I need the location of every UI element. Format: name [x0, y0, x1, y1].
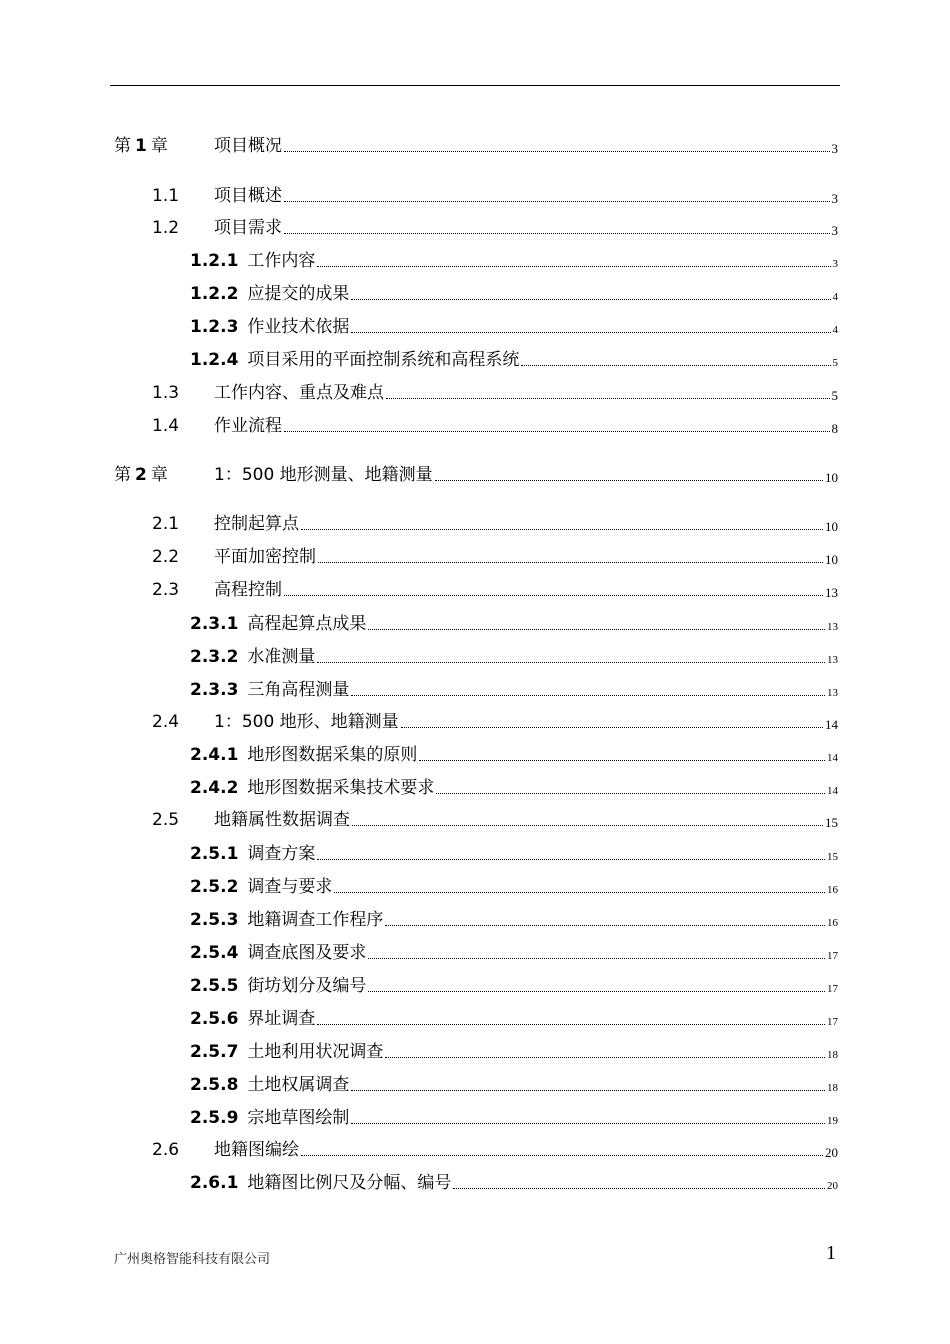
- toc-entry-page: 3: [831, 141, 838, 156]
- toc-entry[interactable]: [152, 707, 838, 733]
- toc-entry-number: 2.5.5: [190, 976, 239, 996]
- toc-entry-page: 8: [831, 421, 838, 436]
- toc-entry-title: 应提交的成果: [247, 284, 350, 304]
- toc-entry-title: 项目概况: [214, 136, 282, 156]
- toc-entry-title: 地籍调查工作程序: [247, 910, 384, 930]
- toc-entry[interactable]: [190, 279, 838, 305]
- toc-entry[interactable]: [152, 575, 838, 601]
- toc-entry-title: 作业技术依据: [247, 317, 350, 337]
- toc-entry-page: 17: [827, 983, 838, 995]
- toc-entry-page: 3: [832, 258, 838, 270]
- toc-entry-title: 街坊划分及编号: [247, 976, 367, 996]
- toc-leader-dots: [368, 958, 825, 959]
- toc-leader-dots: [385, 925, 825, 926]
- toc-entry-number: 2.5.7: [190, 1042, 239, 1062]
- toc-entry[interactable]: [152, 509, 838, 535]
- toc-entry-title: 水准测量: [247, 647, 316, 667]
- toc-entry-title: 地籍图比例尺及分幅、编号: [247, 1173, 452, 1193]
- toc-entry[interactable]: [152, 213, 838, 239]
- toc-entry-title: 调查与要求: [247, 877, 333, 897]
- toc-entry-number: 1.1: [152, 186, 180, 206]
- toc-entry-title: 高程起算点成果: [247, 614, 367, 634]
- toc-leader-dots: [301, 529, 823, 530]
- toc-leader-dots: [436, 793, 825, 794]
- toc-entry-number: 2.5.8: [190, 1075, 239, 1095]
- toc-entry-page: 17: [827, 950, 838, 962]
- toc-entry-title: 项目需求: [214, 218, 282, 238]
- toc-entry-title: 调查底图及要求: [247, 943, 367, 963]
- toc-entry-page: 4: [832, 291, 838, 303]
- toc-leader-dots: [317, 266, 830, 267]
- toc-leader-dots: [351, 1123, 825, 1124]
- toc-entry-title: 1：500 地形测量、地籍测量: [214, 465, 433, 485]
- toc-entry-number: 第 1 章: [114, 136, 168, 156]
- toc-entry-number: 1.2.1: [190, 251, 239, 271]
- toc-leader-dots: [435, 480, 823, 481]
- toc-entry[interactable]: [190, 1004, 838, 1030]
- toc-leader-dots: [453, 1188, 825, 1189]
- toc-entry-number: 2.5.2: [190, 877, 239, 897]
- toc-entry[interactable]: [190, 312, 838, 338]
- toc-entry-number: 1.4: [152, 416, 180, 436]
- toc-entry-page: 4: [832, 324, 838, 336]
- toc-leader-dots: [368, 629, 825, 630]
- toc-entry-page: 18: [827, 1082, 838, 1094]
- toc-entry-number: 2.6: [152, 1140, 180, 1160]
- toc-entry-title: 宗地草图绘制: [247, 1108, 350, 1128]
- toc-entry[interactable]: [152, 411, 838, 437]
- toc-leader-dots: [318, 562, 823, 563]
- toc-entry-title: 地形图数据采集技术要求: [247, 778, 435, 798]
- toc-entry-page: 13: [827, 687, 838, 699]
- toc-entry-number: 2.3: [152, 580, 180, 600]
- toc-entry[interactable]: [152, 542, 838, 568]
- toc-entry-page: 14: [827, 785, 838, 797]
- toc-entry-title: 地籍属性数据调查: [214, 810, 350, 830]
- toc-entry-title: 平面加密控制: [214, 547, 316, 567]
- toc-entry[interactable]: [190, 1070, 838, 1096]
- toc-entry[interactable]: [190, 872, 838, 898]
- toc-entry-number: 2.4.2: [190, 778, 239, 798]
- toc-entry-page: 16: [827, 917, 838, 929]
- toc-entry-number: 2.5: [152, 810, 180, 830]
- toc-entry-page: 13: [825, 585, 838, 600]
- toc-entry-title: 工作内容: [247, 251, 316, 271]
- toc-entry[interactable]: [190, 971, 838, 997]
- toc-entry-title: 工作内容、重点及难点: [214, 383, 384, 403]
- toc-entry-number: 2.3.2: [190, 647, 239, 667]
- toc-entry-number: 2.3.3: [190, 680, 239, 700]
- toc-leader-dots: [419, 760, 825, 761]
- toc-entry[interactable]: [152, 1135, 838, 1161]
- toc-entry[interactable]: [152, 181, 838, 207]
- toc-entry-number: 1.2.4: [190, 350, 239, 370]
- toc-entry[interactable]: [190, 675, 838, 701]
- toc-entry-title: 1：500 地形、地籍测量: [214, 712, 399, 732]
- toc-leader-dots: [386, 398, 830, 399]
- toc-leader-dots: [351, 695, 825, 696]
- toc-leader-dots: [334, 892, 825, 893]
- toc-entry-number: 2.5.4: [190, 943, 239, 963]
- toc-leader-dots: [284, 151, 830, 152]
- toc-entry-page: 5: [831, 388, 838, 403]
- toc-leader-dots: [317, 859, 825, 860]
- toc-entry-number: 2.5.6: [190, 1009, 239, 1029]
- toc-entry-title: 调查方案: [247, 844, 316, 864]
- toc-leader-dots: [301, 1155, 823, 1156]
- toc-entry[interactable]: [190, 1168, 838, 1194]
- toc-entry[interactable]: [190, 642, 838, 668]
- toc-entry[interactable]: [152, 805, 838, 831]
- toc-entry-number: 2.1: [152, 514, 180, 534]
- toc-entry-page: 18: [827, 1049, 838, 1061]
- toc-leader-dots: [401, 727, 823, 728]
- toc-entry-number: 2.4: [152, 712, 180, 732]
- toc-leader-dots: [368, 991, 825, 992]
- toc-entry-number: 2.5.1: [190, 844, 239, 864]
- toc-leader-dots: [352, 825, 823, 826]
- toc-entry-number: 第 2 章: [114, 465, 168, 485]
- toc-entry-page: 17: [827, 1016, 838, 1028]
- toc-entry-number: 2.6.1: [190, 1173, 239, 1193]
- toc-leader-dots: [385, 1057, 825, 1058]
- toc-entry-title: 高程控制: [214, 580, 282, 600]
- toc-entry-page: 13: [827, 654, 838, 666]
- toc-leader-dots: [284, 201, 830, 202]
- toc-entry-page: 20: [825, 1145, 838, 1160]
- toc-entry-number: 2.3.1: [190, 614, 239, 634]
- toc-entry[interactable]: [190, 345, 838, 371]
- toc-entry-title: 控制起算点: [214, 514, 299, 534]
- toc-entry-title: 界址调查: [247, 1009, 316, 1029]
- toc-leader-dots: [284, 431, 830, 432]
- toc-entry[interactable]: [190, 1037, 838, 1063]
- toc-entry[interactable]: [190, 938, 838, 964]
- toc-entry-page: 10: [825, 552, 838, 567]
- toc-leader-dots: [284, 233, 830, 234]
- toc-entry[interactable]: [190, 773, 838, 799]
- toc-leader-dots: [521, 365, 830, 366]
- toc-entry-page: 16: [827, 884, 838, 896]
- toc-entry-title: 三角高程测量: [247, 680, 350, 700]
- toc-entry-title: 项目采用的平面控制系统和高程系统: [247, 350, 520, 370]
- toc-entry-title: 地籍图编绘: [214, 1140, 299, 1160]
- toc-entry-page: 20: [827, 1180, 838, 1192]
- toc-entry[interactable]: [152, 378, 838, 404]
- toc-entry-title: 作业流程: [214, 416, 282, 436]
- footer-page-number: 1: [826, 1242, 836, 1264]
- toc-entry-page: 3: [831, 223, 838, 238]
- footer-company-name: 广州奥格智能科技有限公司: [114, 1252, 271, 1267]
- toc-leader-dots: [317, 662, 825, 663]
- toc-entry-title: 地形图数据采集的原则: [247, 745, 418, 765]
- toc-entry-page: 15: [827, 851, 838, 863]
- toc-entry[interactable]: [190, 609, 838, 635]
- toc-entry-page: 13: [827, 621, 838, 633]
- toc-entry-page: 10: [825, 519, 838, 534]
- toc-leader-dots: [351, 1090, 825, 1091]
- toc-entry[interactable]: [190, 1103, 838, 1129]
- toc-entry-number: 2.4.1: [190, 745, 239, 765]
- toc-entry-page: 10: [825, 470, 838, 485]
- toc-entry-number: 2.5.3: [190, 910, 239, 930]
- toc-entry-number: 2.2: [152, 547, 180, 567]
- toc-leader-dots: [351, 332, 830, 333]
- toc-leader-dots: [351, 299, 830, 300]
- toc-entry-title: 项目概述: [214, 186, 282, 206]
- toc-entry[interactable]: [114, 131, 838, 157]
- toc-entry-page: 5: [832, 357, 838, 369]
- toc-entry[interactable]: [190, 905, 838, 931]
- toc-entry-page: 3: [831, 191, 838, 206]
- toc-entry-number: 2.5.9: [190, 1108, 239, 1128]
- toc-entry-page: 14: [825, 717, 838, 732]
- toc-entry-number: 1.2.3: [190, 317, 239, 337]
- toc-leader-dots: [284, 595, 823, 596]
- toc-entry[interactable]: [190, 740, 838, 766]
- toc-entry-number: 1.3: [152, 383, 180, 403]
- toc-entry-page: 14: [827, 752, 838, 764]
- toc-entry-page: 19: [827, 1115, 838, 1127]
- toc-entry-title: 土地权属调查: [247, 1075, 350, 1095]
- toc-entry-page: 15: [825, 815, 838, 830]
- toc-entry[interactable]: [114, 460, 838, 486]
- toc-entry-number: 1.2.2: [190, 284, 239, 304]
- toc-entry-title: 土地利用状况调查: [247, 1042, 384, 1062]
- toc-entry[interactable]: [190, 246, 838, 272]
- toc-entry-number: 1.2: [152, 218, 180, 238]
- toc-leader-dots: [317, 1024, 825, 1025]
- toc-entry[interactable]: [190, 839, 838, 865]
